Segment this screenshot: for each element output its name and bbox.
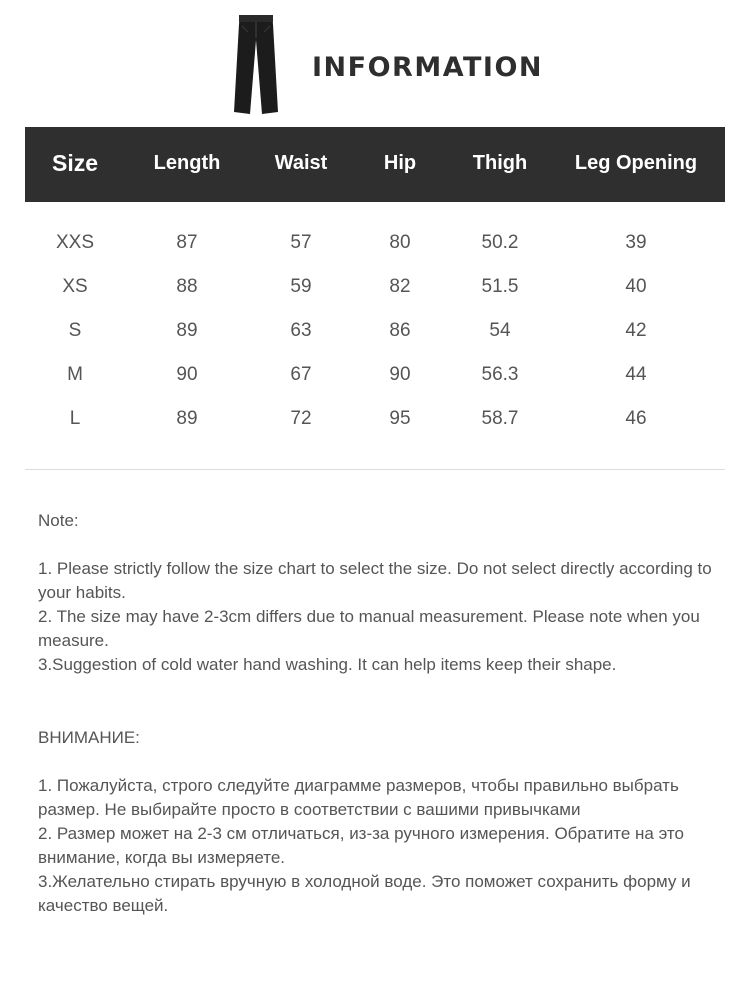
cell-length: 88 [176, 276, 198, 297]
cell-size: L [69, 408, 81, 429]
note-item: 3.Suggestion of cold water hand washing. It can help items keep their shape. [38, 655, 617, 674]
notes-russian [38, 726, 718, 918]
pants-icon [226, 10, 286, 118]
cell-thigh: 51.5 [481, 276, 519, 297]
note-item: 2. Размер может на 2-3 см отличаться, из-за ручного измерения. Обратите на это внимание, когда вы измеряете. [38, 824, 684, 867]
cell-size: XXS [55, 232, 95, 253]
table-header [25, 127, 725, 202]
notes-english [38, 509, 718, 677]
notes-heading: ВНИМАНИЕ: [38, 728, 140, 747]
table-row [25, 364, 725, 408]
cell-size: S [68, 320, 82, 341]
cell-hip: 82 [389, 276, 411, 297]
note-item: 1. Please strictly follow the size chart to select the size. Do not select directly according to your habits. [38, 559, 712, 602]
column-header-size: Size [51, 150, 99, 176]
cell-length: 90 [176, 364, 198, 385]
column-header-hip: Hip [383, 152, 417, 174]
cell-length: 89 [176, 320, 198, 341]
table-row [25, 276, 725, 320]
cell-hip: 86 [389, 320, 411, 341]
cell-thigh: 58.7 [481, 408, 519, 429]
cell-length: 89 [176, 408, 198, 429]
table-row [25, 408, 725, 452]
header [0, 0, 750, 126]
cell-hip: 80 [389, 232, 411, 253]
cell-waist: 57 [290, 232, 312, 253]
column-header-thigh: Thigh [472, 152, 528, 174]
cell-waist: 67 [290, 364, 312, 385]
cell-size: M [67, 364, 83, 385]
cell-hip: 90 [389, 364, 411, 385]
cell-leg-opening: 39 [625, 232, 647, 253]
cell-thigh: 56.3 [481, 364, 519, 385]
notes-heading: Note: [38, 511, 79, 530]
cell-thigh: 54 [489, 320, 511, 341]
cell-waist: 59 [290, 276, 312, 297]
column-header-waist: Waist [274, 152, 328, 174]
cell-leg-opening: 44 [625, 364, 647, 385]
cell-leg-opening: 40 [625, 276, 647, 297]
cell-thigh: 50.2 [481, 232, 519, 253]
cell-leg-opening: 46 [625, 408, 647, 429]
page-title: INFORMATION [312, 52, 544, 83]
cell-size: XS [62, 276, 88, 297]
column-header-length: Length [153, 152, 221, 174]
cell-length: 87 [176, 232, 198, 253]
cell-hip: 95 [389, 408, 411, 429]
size-table [25, 202, 725, 470]
cell-waist: 63 [290, 320, 312, 341]
table-row [25, 320, 725, 364]
cell-waist: 72 [290, 408, 312, 429]
note-item: 1. Пожалуйста, строго следуйте диаграмме размеров, чтобы правильно выбрать размер. Не выбирайте просто в соответствии с вашими привычками [38, 776, 679, 819]
note-item: 3.Желательно стирать вручную в холодной воде. Это поможет сохранить форму и качество вещей. [38, 872, 691, 915]
cell-leg-opening: 42 [625, 320, 647, 341]
divider [25, 469, 725, 470]
column-header-leg-opening: Leg Opening [574, 152, 698, 174]
table-row [25, 232, 725, 276]
note-item: 2. The size may have 2-3cm differs due to manual measurement. Please note when you measure. [38, 607, 700, 650]
